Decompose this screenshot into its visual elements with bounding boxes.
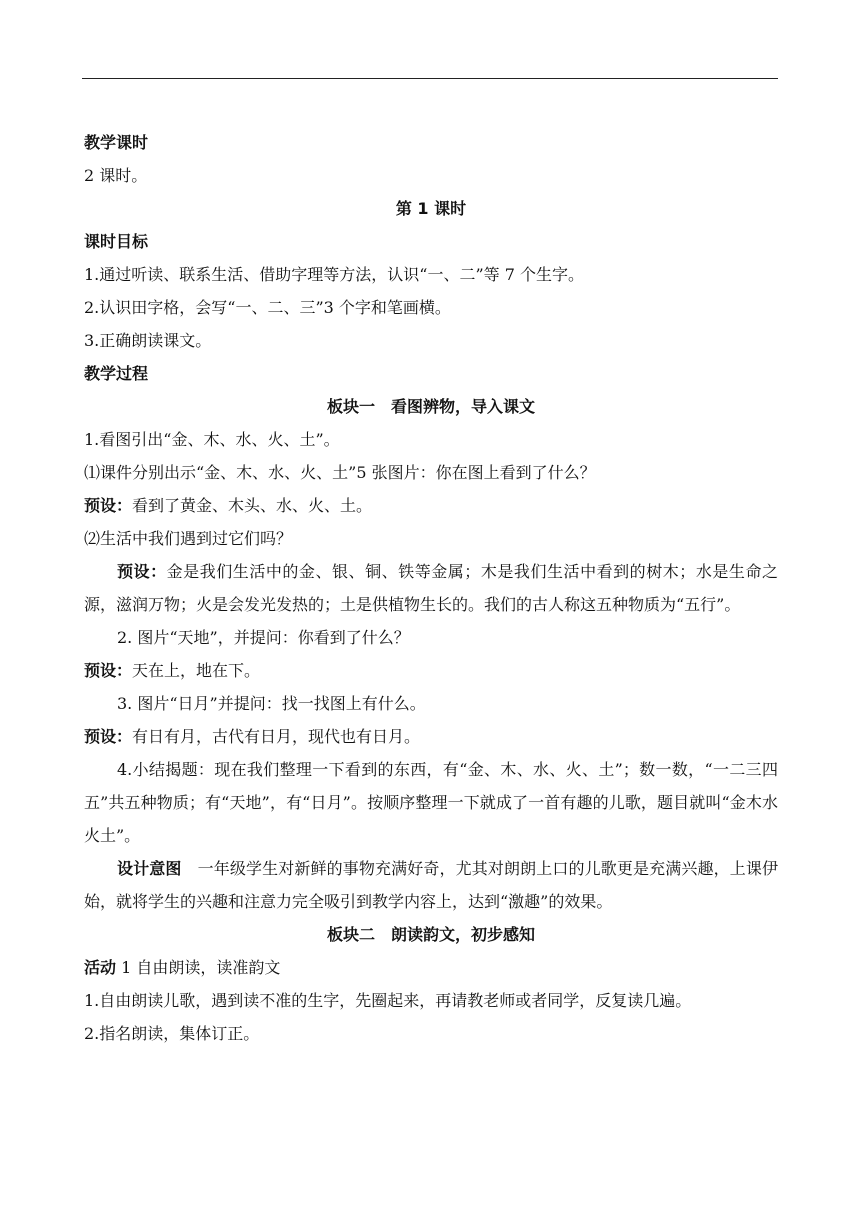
block2-title: 板块二 朗读韵文，初步感知 [326, 925, 535, 944]
activity-text: 1 自由朗读，读准韵文 [116, 958, 281, 977]
design-text: 一年级学生对新鲜的事物充满好奇，尤其对朗朗上口的儿歌更是充满兴趣，上课伊始，就将学生的兴趣和注意力完全吸引到教学内容上，达到“激趣”的效果。 [84, 859, 778, 911]
goals-heading: 课时目标 [84, 232, 149, 251]
activity-line [84, 951, 778, 984]
header-rule [82, 78, 778, 79]
block1-item1: 1.看图引出“金、木、水、火、土”。 [84, 430, 340, 449]
block1-item1-1: ⑴课件分别出示“金、木、水、火、土”5 张图片：你在图上看到了什么？ [84, 463, 596, 482]
block2-item1: 1.自由朗读儿歌，遇到读不准的生字，先圈起来，再请教老师或者同学，反复读几遍。 [84, 991, 692, 1010]
goal-item: 2.认识田字格，会写“一、二、三”3 个字和笔画横。 [84, 298, 451, 317]
preset-text: 看到了黄金、木头、水、火、土。 [132, 496, 373, 515]
design-intent [84, 852, 778, 918]
preset-paragraph [84, 489, 778, 522]
preset-paragraph [84, 720, 778, 753]
preset-paragraph [84, 555, 778, 621]
preset-text: 天在上，地在下。 [132, 661, 261, 680]
class-hours-text: 2 课时。 [84, 166, 148, 185]
goal-item: 3.正确朗读课文。 [84, 331, 212, 350]
class-hours-heading: 教学课时 [84, 133, 149, 152]
block1-item3: 3. 图片“日月”并提问：找一找图上有什么。 [117, 694, 426, 713]
lesson-title: 第 1 课时 [395, 199, 467, 218]
preset-text: 金是我们生活中的金、银、铜、铁等金属；木是我们生活中看到的树木；水是生命之源，滋润万物；火是会发光发热的；土是供植物生长的。我们的古人称这五种物质为“五行”。 [84, 562, 778, 614]
preset-paragraph [84, 654, 778, 687]
block1-item1-2: ⑵生活中我们遇到过它们吗？ [84, 529, 293, 548]
block2-item2: 2.指名朗读，集体订正。 [84, 1024, 260, 1043]
design-label: 设计意图 [117, 859, 182, 878]
preset-label: 预设： [84, 496, 133, 515]
preset-label: 预设： [84, 661, 133, 680]
preset-label: 预设： [117, 562, 167, 581]
preset-text: 有日有月，古代有日月，现代也有日月。 [132, 727, 421, 746]
block1-item4: 4.小结揭题：现在我们整理一下看到的东西，有“金、木、水、火、土”；数一数，“一二三四五”共五种物质；有“天地”，有“日月”。按顺序整理一下就成了一首有趣的儿歌，题目就叫“金木水火土”。 [84, 760, 778, 845]
goal-item: 1.通过听读、联系生活、借助字理等方法，认识“一、二”等 7 个生字。 [84, 265, 584, 284]
document-body [84, 126, 778, 1050]
block1-title: 板块一 看图辨物，导入课文 [326, 397, 535, 416]
activity-label: 活动 [84, 958, 117, 977]
preset-label: 预设： [84, 727, 133, 746]
block1-item2: 2. 图片“天地”，并提问：你看到了什么？ [117, 628, 410, 647]
process-heading: 教学过程 [84, 364, 149, 383]
